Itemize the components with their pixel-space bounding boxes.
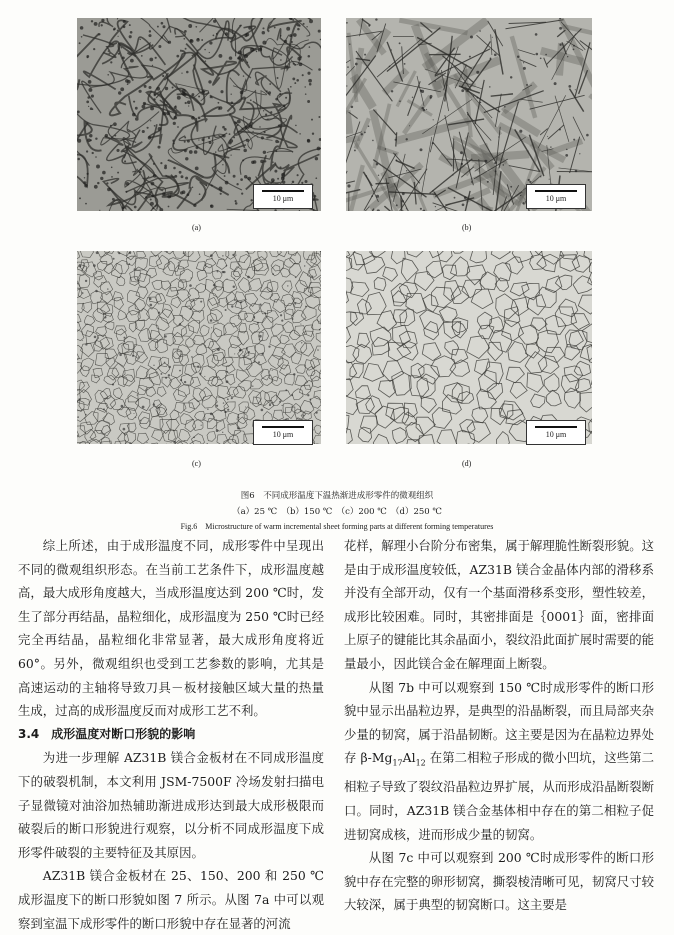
micrograph-d xyxy=(346,251,592,444)
panel-label-a: (a) xyxy=(192,223,201,232)
right-paragraph-2-text-b: Al xyxy=(403,750,416,765)
micrograph-texture xyxy=(77,251,321,444)
micrograph-b xyxy=(346,18,592,211)
panel-label-d: (d) xyxy=(462,459,471,468)
scale-bar-a xyxy=(253,184,313,209)
panel-label-b: (b) xyxy=(462,223,471,232)
figure-caption-cn: 图6 不同成形温度下温热渐进成形零件的微观组织 xyxy=(0,489,674,501)
panel-label-c: (c) xyxy=(192,459,201,468)
left-paragraph-2: 为进一步理解 AZ31B 镁合金板材在不同成形温度下的破裂机制，本文利用 JSM-7500F 冷场发射扫描电子显微镜对油浴加热辅助渐进成形达到最大成形极限而破裂后的断口形貌进行观察，以分析不同成形温度下成形零件破裂的主要特征及其原因。 xyxy=(18,746,324,864)
figure-caption-en: Fig.6 Microstructure of warm incremental sheet forming parts at different forming temperatures xyxy=(0,521,674,532)
left-paragraph-3: AZ31B 镁合金板材在 25、150、200 和 250 ℃成形温度下的断口形貌如图 7 所示。从图 7a 中可以观察到室温下成形零件的断口形貌中存在显著的河流 xyxy=(18,864,324,935)
right-paragraph-3: 从图 7c 中可以观察到 200 ℃时成形零件的断口形貌中存在完整的卵形韧窝，撕裂棱清晰可见，韧窝尺寸较大较深，属于典型的韧窝断口。这主要是 xyxy=(344,846,654,917)
figure-subcaption-cn: （a）25 ℃ （b）150 ℃ （c）200 ℃ （d）250 ℃ xyxy=(0,505,674,517)
scale-label-c: 10 μm xyxy=(254,430,312,439)
scale-label-d: 10 μm xyxy=(527,430,585,439)
scale-bar-d xyxy=(526,420,586,445)
micrograph-texture xyxy=(346,251,592,444)
right-paragraph-2-sub-1: 17 xyxy=(392,759,402,768)
section-heading: 3.4 成形温度对断口形貌的影响 xyxy=(18,723,324,747)
micrograph-a xyxy=(77,18,321,211)
scale-bar-c xyxy=(253,420,313,445)
scale-bar-b xyxy=(526,184,586,209)
right-column xyxy=(344,534,654,917)
left-paragraph-1: 综上所述，由于成形温度不同，成形零件中呈现出不同的微观组织形态。在当前工艺条件下，成形温度越高，最大成形角度越大，当成形温度达到 200 ℃时，发生了部分再结晶，晶粒细化，成形温度为 250 ℃时已经完全再结晶，晶粒细化非常显著，最大成形角度将近 60°。另外，微观组织也受到工艺参数的影响，尤其是高速运动的主轴将导致刀具－板材接触区域大量的热量生成，过高的成形温度反而对成形工艺不利。 xyxy=(18,534,324,723)
micrograph-texture xyxy=(346,18,592,211)
right-paragraph-2-text-a: 从图 7b 中可以观察到 150 ℃时成形零件的断口形貌中显示出晶粒边界，是典型的沿晶断裂，而且局部夹杂少量的韧窝，属于沿晶韧断。这主要是因为在晶粒边界处存 β-Mg xyxy=(344,680,654,766)
right-paragraph-1: 花样，解理小台阶分布密集，属于解理脆性断裂形貌。这是由于成形温度较低，AZ31B 镁合金晶体内部的滑移系并没有全部开动，仅有一个基面滑移系变形，塑性较差，成形比较困难。同时，其密排面是｛0001｝面，密排面上原子的键能比其余晶面小，裂纹沿此面扩展时需要的能量最小，因此镁合金在解理面上断裂。 xyxy=(344,534,654,676)
scale-label-b: 10 μm xyxy=(527,194,585,203)
right-paragraph-2-text-c: 在第二相粒子形成的微小凹坑，这些第二相粒子导致了裂纹沿晶粒边界扩展，从而形成沿晶断裂断口。同时，AZ31B 镁合金基体相中存在的第二相粒子促进韧窝成核，进而形成少量的韧窝。 xyxy=(344,750,654,841)
right-paragraph-2 xyxy=(344,676,654,847)
micrograph-texture xyxy=(77,18,321,211)
scale-label-a: 10 μm xyxy=(254,194,312,203)
micrograph-c xyxy=(77,251,321,444)
left-column xyxy=(18,534,324,935)
right-paragraph-2-sub-2: 12 xyxy=(416,759,426,768)
